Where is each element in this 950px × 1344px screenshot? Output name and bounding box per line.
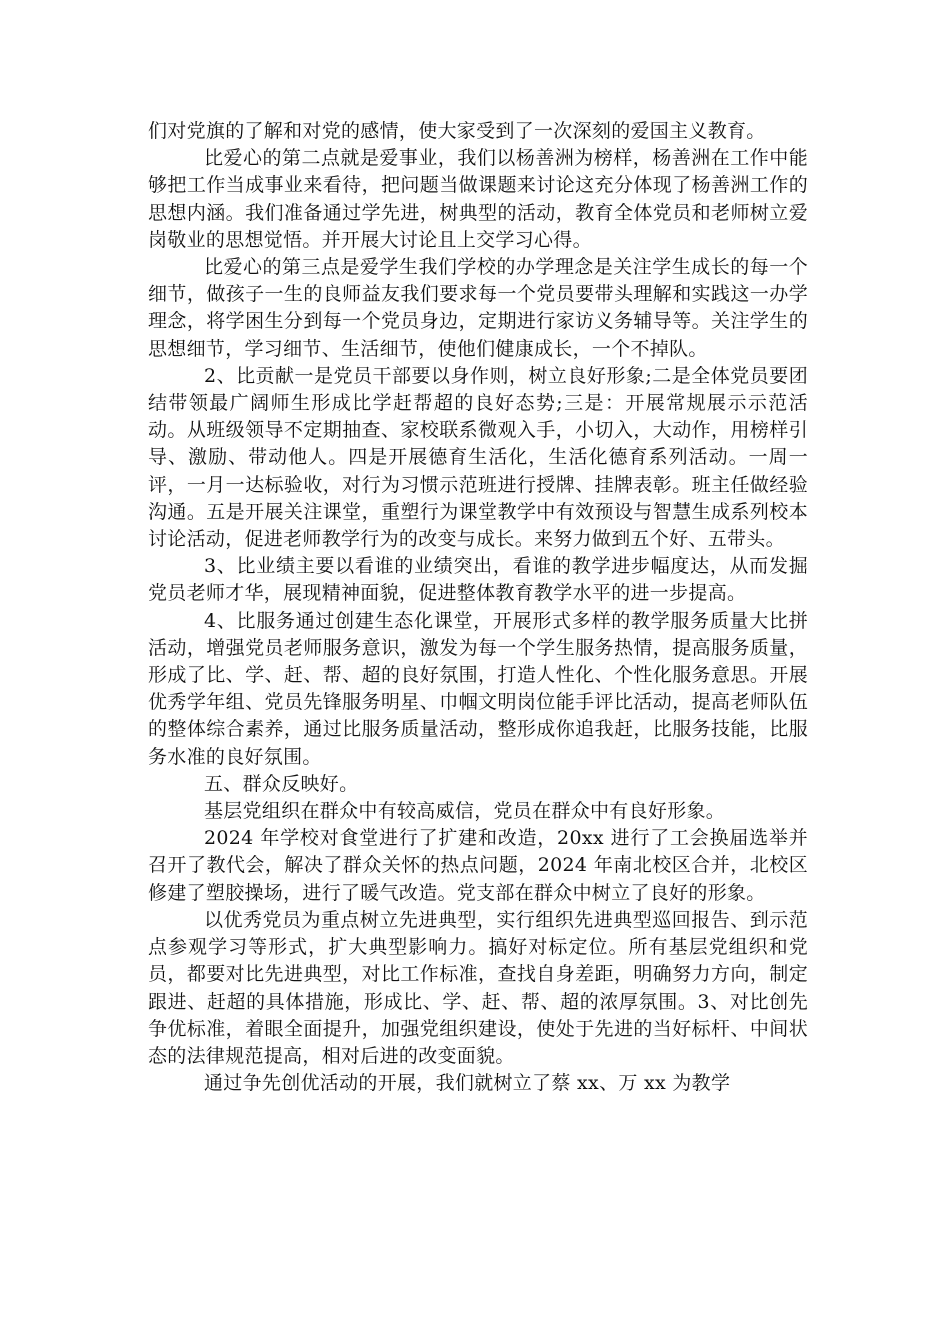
paragraph-11: 通过争先创优活动的开展，我们就树立了蔡 xx、万 xx 为教学	[204, 1072, 731, 1095]
document-body	[148, 118, 808, 1097]
paragraph-9: 2024 年学校对食堂进行了扩建和改造，20xx 进行了工会换届选举并召开了教代会，解决了群众关怀的热点问题，2024 年南北校区合并，北校区修建了塑胶操场，进行了暖气改造。党支部在群众中树立了良好的形象。	[148, 827, 808, 904]
paragraph-3: 比爱心的第三点是爱学生我们学校的办学理念是关注学生成长的每一个细节，做孩子一生的良师益友我们要求每一个党员要带头理解和实践这一办学理念，将学困生分到每一个党员身边，定期进行家访义务辅导等。关注学生的思想细节，学习细节、生活细节，使他们健康成长，一个不掉队。	[148, 256, 808, 360]
paragraph-8: 基层党组织在群众中有较高威信，党员在群众中有良好形象。	[204, 800, 726, 823]
paragraph-6: 4、比服务通过创建生态化课堂，开展形式多样的教学服务质量大比拼活动，增强党员老师服务意识，激发为每一个学生服务热情，提高服务质量，形成了比、学、赶、帮、超的良好氛围，打造人性化、个性化服务意思。开展优秀学年组、党员先锋服务明星、巾帼文明岗位能手评比活动，提高老师队伍的整体综合素养，通过比服务质量活动，整形成你追我赶，比服务技能，比服务水准的良好氛围。	[148, 609, 808, 768]
paragraph-2: 比爱心的第二点就是爱事业，我们以杨善洲为榜样，杨善洲在工作中能够把工作当成事业来看待，把问题当做课题来讨论这充分体现了杨善洲工作的思想内涵。我们准备通过学先进，树典型的活动，教育全体党员和老师树立爱岗敬业的思想觉悟。并开展大讨论且上交学习心得。	[148, 147, 808, 251]
paragraph-1: 们对党旗的了解和对党的感情，使大家受到了一次深刻的爱国主义教育。	[148, 120, 766, 142]
paragraph-4: 2、比贡献一是党员干部要以身作则，树立良好形象;二是全体党员要团结带领最广阔师生形成比学赶帮超的良好态势;三是：开展常规展示示范活动。从班级领导不定期抽查、家校联系微观入手，小切入，大动作，用榜样引导、激励、带动他人。四是开展德育生活化，生活化德育系列活动。一周一评，一月一达标验收，对行为习惯示范班进行授牌、挂牌表彰。班主任做经验沟通。五是开展关注课堂，重塑行为课堂教学中有效预设与智慧生成系列校本讨论活动，促进老师教学行为的改变与成长。来努力做到五个好、五带头。	[148, 364, 808, 551]
section-heading: 五、群众反映好。	[204, 772, 359, 795]
paragraph-10: 以优秀党员为重点树立先进典型，实行组织先进典型巡回报告、到示范点参观学习等形式，扩大典型影响力。搞好对标定位。所有基层党组织和党员，都要对比先进典型，对比工作标准，查找自身差距，明确努力方向，制定跟进、赶超的具体措施，形成比、学、赶、帮、超的浓厚氛围。3、对比创先争优标准，着眼全面提升，加强党组织建设，使处于先进的当好标杆、中间状态的法律规范提高，相对后进的改变面貌。	[148, 908, 808, 1067]
paragraph-5: 3、比业绩主要以看谁的业绩突出，看谁的教学进步幅度达，从而发掘党员老师才华，展现精神面貌，促进整体教育教学水平的进一步提高。	[148, 555, 808, 605]
